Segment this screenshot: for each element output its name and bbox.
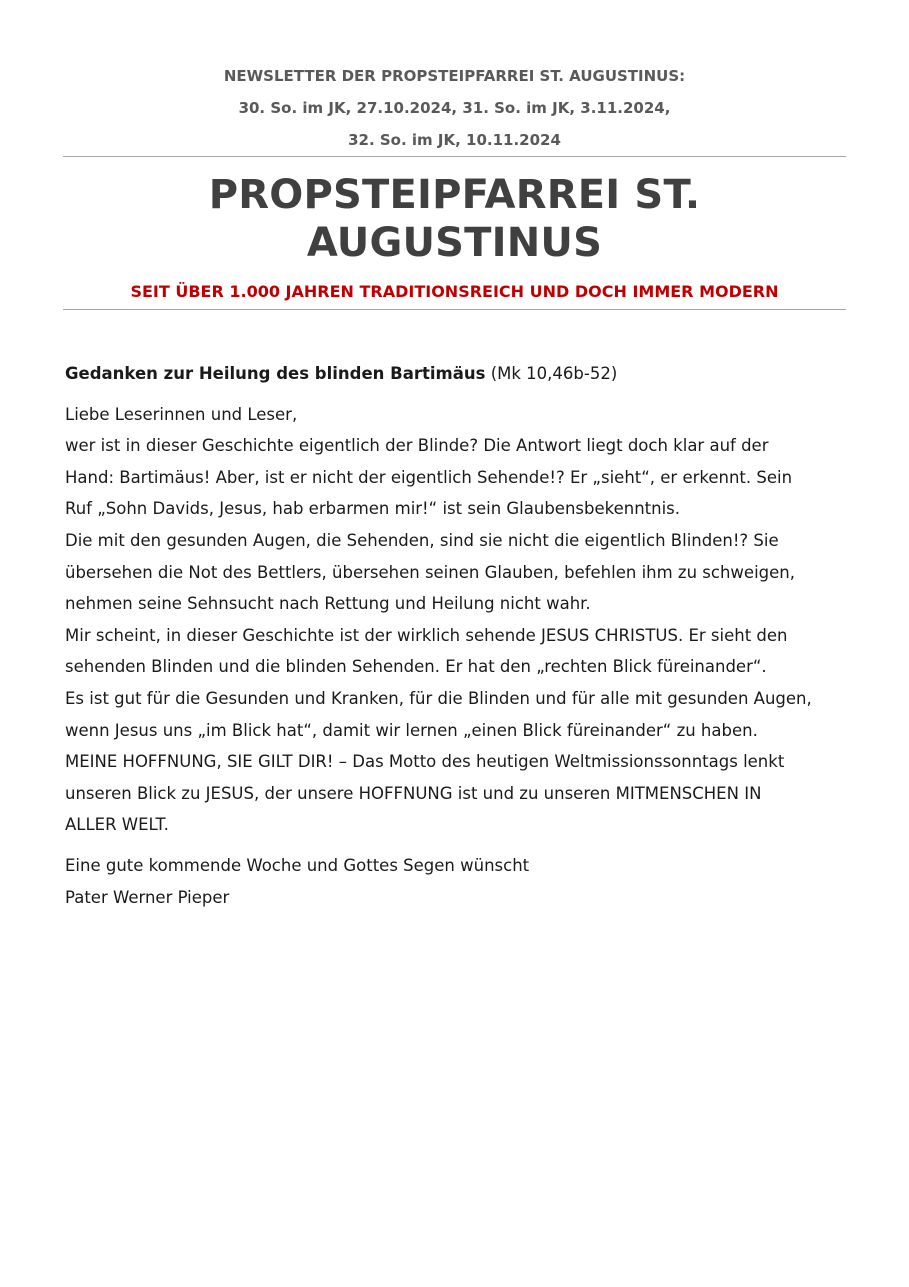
article-heading: [65, 358, 846, 390]
article-body-line: Ruf „Sohn Davids, Jesus, hab erbarmen mir!“ ist sein Glaubensbekenntnis.: [65, 499, 681, 519]
article-body-line: Mir scheint, in dieser Geschichte ist der wirklich sehende JESUS CHRISTUS. Er sieht den: [65, 625, 788, 645]
article-body-line: MEINE HOFFNUNG, SIE GILT DIR! – Das Motto des heutigen Weltmissionssonntags lenkt: [65, 752, 785, 772]
article-heading-reference: (Mk 10,46b-52): [490, 364, 618, 383]
article-body-line: Es ist gut für die Gesunden und Kranken, für die Blinden und für alle mit gesunden Augen,: [65, 688, 812, 708]
newsletter-header-line: NEWSLETTER DER PROPSTEIPFARREI ST. AUGUSTINUS:: [223, 67, 686, 85]
header-divider: [63, 156, 846, 157]
newsletter-page: [63, 0, 846, 913]
article-body-line: übersehen die Not des Bettlers, übersehen seinen Glauben, befehlen ihm zu schweigen,: [65, 562, 795, 582]
newsletter-header-line: 32. So. im JK, 10.11.2024: [348, 131, 561, 149]
newsletter-header: [63, 60, 846, 156]
article-body-line: Hand: Bartimäus! Aber, ist er nicht der eigentlich Sehende!? Er „sieht“, er erkennt. Sein: [65, 467, 793, 487]
article: [63, 358, 846, 913]
article-body-line: Die mit den gesunden Augen, die Sehenden, sind sie nicht die eigentlich Blinden!? Sie: [65, 530, 779, 550]
author-signature: Pater Werner Pieper: [65, 887, 230, 907]
article-closing: [65, 850, 846, 913]
article-body-line: ALLER WELT.: [65, 815, 169, 835]
closing-wish: Eine gute kommende Woche und Gottes Segen wünscht: [65, 855, 530, 875]
article-heading-title: Gedanken zur Heilung des blinden Bartimäus: [65, 364, 486, 383]
article-body-line: unseren Blick zu JESUS, der unsere HOFFNUNG ist und zu unseren MITMENSCHEN IN: [65, 783, 762, 803]
article-body-line: nehmen seine Sehnsucht nach Rettung und Heilung nicht wahr.: [65, 594, 591, 614]
parish-title: PROPSTEIPFARREI ST. AUGUSTINUS: [208, 172, 701, 266]
parish-tagline: SEIT ÜBER 1.000 JAHREN TRADITIONSREICH UND DOCH IMMER MODERN: [130, 282, 779, 301]
article-greeting: Liebe Leserinnen und Leser,: [65, 404, 298, 424]
newsletter-header-line: 30. So. im JK, 27.10.2024, 31. So. im JK, 3.11.2024,: [238, 99, 671, 117]
title-divider: [63, 309, 846, 310]
article-body-line: wenn Jesus uns „im Blick hat“, damit wir lernen „einen Blick füreinander“ zu haben.: [65, 720, 758, 740]
article-body-line: sehenden Blinden und die blinden Sehenden. Er hat den „rechten Blick füreinander“.: [65, 657, 767, 677]
article-body-line: wer ist in dieser Geschichte eigentlich der Blinde? Die Antwort liegt doch klar auf der: [65, 436, 769, 456]
article-body: [65, 430, 846, 841]
